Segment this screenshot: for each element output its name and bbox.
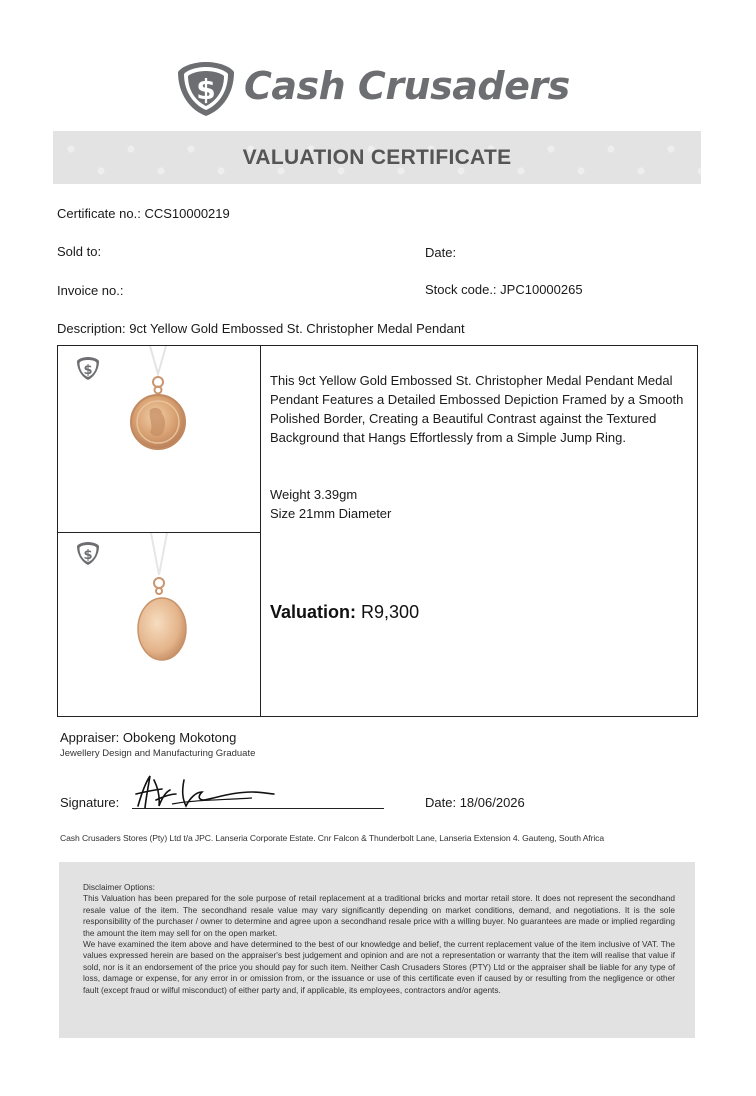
description-value: 9ct Yellow Gold Embossed St. Christopher Medal Pendant (129, 321, 465, 336)
invoice-label: Invoice no.: (57, 283, 124, 298)
sold-to-row (57, 244, 101, 259)
certificate-number-label: Certificate no.: (57, 206, 141, 221)
valuation-row (270, 602, 419, 623)
disclaimer-paragraph-2: We have examined the item above and have determined to the best of our knowledge and belief, the current replacement value of the item inclusive of VAT. The values expressed herein are based on the appraiser's best judgement and opinion and are not a representation or warranty that the item will realise that value if sold, nor is it an endorsement of the price you should pay for such item. Neither Cash Crusaders Stores (PTY) Ltd or the appraiser shall be liable for any type of loss, damage or expense, for any error in or omission from, or the issuance or use of this certificate even if caused by or resulting from the negligence or other fault (except fraud or wilful misconduct) of either party and, if applicable, its employees, contractors and/or agents. (83, 939, 675, 995)
stock-code-label: Stock code.: (425, 282, 497, 297)
title-banner (53, 131, 701, 184)
signature-scribble-icon (132, 770, 282, 812)
pendant-back-image-icon (58, 533, 259, 716)
svg-text:$: $ (83, 363, 93, 378)
signature-line (132, 808, 384, 809)
appraiser-label: Appraiser: (60, 730, 120, 745)
appraiser-name: Obokeng Mokotong (122, 730, 237, 745)
item-description: This 9ct Yellow Gold Embossed St. Christopher Medal Pendant Medal Pendant Features a Detailed Embossed Depiction Framed by a Smooth Polished Border, Creating a Beautiful Contrast against the Textured Background that Hangs Effortlessly from a Simple Jump Ring. (270, 373, 684, 445)
appraiser-role: Jewellery Design and Manufacturing Graduate (60, 748, 256, 759)
invoice-row (57, 283, 124, 298)
appraisal-date-label: Date: (425, 795, 457, 810)
item-table (57, 345, 698, 717)
signature-label: Signature: (60, 795, 120, 810)
item-size: Size 21mm Diameter (270, 506, 392, 521)
appraisal-date-value: 18/06/2026 (459, 795, 525, 810)
appraiser-row (60, 730, 236, 745)
pendant-front-image-icon (58, 346, 259, 531)
valuation-value: R9,300 (361, 602, 420, 622)
stock-code-value: JPC10000265 (500, 282, 583, 297)
disclaimer-text (83, 882, 675, 996)
stock-code-row (425, 282, 583, 297)
pendant-photo-back (58, 533, 259, 718)
svg-text:$: $ (83, 548, 93, 563)
disclaimer-box (59, 862, 695, 1038)
item-weight: Weight 3.39gm (270, 487, 358, 502)
date-row (425, 245, 456, 260)
company-address: Cash Crusaders Stores (Pty) Ltd t/a JPC. Lanseria Corporate Estate. Cnr Falcon & Thunderbolt Lane, Lanseria Extension 4. Gauteng, South Africa (60, 833, 605, 843)
disclaimer-paragraph-1: This Valuation has been prepared for the sole purpose of retail replacement at a traditional bricks and mortar retail store. It does not represent the secondhand resale value of the item. The secondhand resale value may vary significantly depending on market conditions, demand, and negotiations. It is the sole responsibility of the purchaser / owner to determine and agree upon a secondhand resale price with a willing buyer. No guarantees are made or implied regarding the amount the item may sell for on the open market. (83, 893, 675, 938)
certificate-number-row (57, 206, 230, 221)
sold-to-label: Sold to: (57, 244, 102, 259)
description-row (57, 321, 465, 336)
pendant-photo-front (58, 346, 259, 531)
disclaimer-title: Disclaimer Options: (83, 882, 155, 892)
column-divider (260, 346, 261, 716)
svg-text:$: $ (196, 73, 216, 106)
certificate-number-value: CCS10000219 (144, 206, 230, 221)
appraisal-date-row (425, 795, 525, 810)
brand-name: Cash Crusaders (244, 64, 570, 108)
valuation-label: Valuation: (270, 602, 357, 622)
date-label: Date: (425, 245, 457, 260)
description-label: Description: (57, 321, 126, 336)
certificate-title: VALUATION CERTIFICATE (242, 146, 512, 169)
